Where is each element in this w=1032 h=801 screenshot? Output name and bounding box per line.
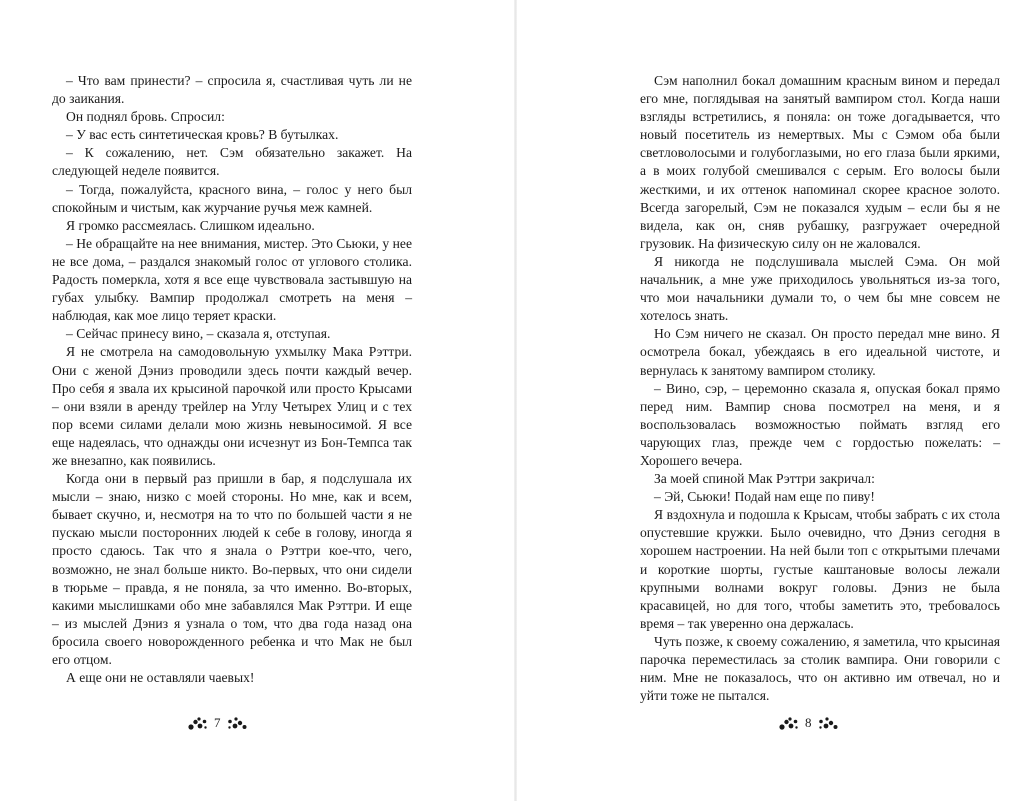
left-page-text bbox=[52, 72, 412, 687]
paragraph: Когда они в первый раз пришли в бар, я подслушала их мысли – знаю, низко с моей стороны. Но мне, как и всем, бывает скучно, и, несмотря на то что по большей части я не пускаю мысли посторонних людей к себе в голову, иногда я просто сдаюсь. Так что я знала о Рэттри кое-что, чего, возможно, не знал больше никто. Во-первых, что они сидели в тюрьме – правда, я не поняла, за что именно. Во-вторых, какими мыслишками обо мне забавлялся Мак Рэттри. И еще – из мыслей Дэниз я узнала о том, что два года назад она бросила своего новорожденного ребенка и что Мак не был его отцом. bbox=[52, 471, 412, 667]
paragraph: За моей спиной Мак Рэттри закричал: bbox=[654, 471, 875, 487]
page-number-footer bbox=[778, 715, 839, 731]
paragraph: – Что вам принести? – спросила я, счастливая чуть ли не до заикания. bbox=[52, 73, 412, 107]
floral-dot-ornament-icon bbox=[187, 715, 209, 731]
paragraph: Я громко рассмеялась. Слишком идеально. bbox=[66, 217, 315, 233]
paragraph: Сэм наполнил бокал домашним красным вином и передал его мне, поглядывая на занятый вампиром стол. Когда наши взгляды встретились, я поняла: он тоже догадывается, что новый посетитель из немертвых. Мы с Сэмом оба были светловолосыми и голубоглазыми, но его глаза были яркими, а в моих голубой смешивался с серым. Его волосы были жесткими, и их оттенок напоминал скорее красное золото. Всегда загорелый, Сэм не показался худым – если бы я не видела, как он, сняв рубашку, разгружает очередной грузовик. На физическую силу он не жаловался. bbox=[640, 73, 1000, 251]
paragraph: Я вздохнула и подошла к Крысам, чтобы забрать с их стола опустевшие кружки. Было очевидно, что Дэниз сегодня в хорошем настроении. На ней были топ с открытыми плечами и короткие шорты, густые каштановые волосы лежали крупными волнами вокруг головы. Дэниз не была красавицей, но для того, чтобы заметить это, требовалось время – так уверенно она держалась. bbox=[640, 507, 1000, 631]
paragraph: – Эй, Сьюки! Подай нам еще по пиву! bbox=[654, 489, 875, 505]
floral-dot-ornament-icon bbox=[226, 715, 248, 731]
page-number-footer bbox=[187, 715, 248, 731]
paragraph: Он поднял бровь. Спросил: bbox=[66, 109, 225, 125]
paragraph: – К сожалению, нет. Сэм обязательно закажет. На следующей неделе появится. bbox=[52, 145, 412, 179]
paragraph: Я не смотрела на самодовольную ухмылку Мака Рэттри. Они с женой Дэниз проводили здесь почти каждый вечер. Про себя я звала их крысиной парочкой или просто Крысами – они взяли в аренду трейлер на Углу Четырех Улиц и с тех пор всеми силами делали мою жизнь невыносимой. Я все еще надеялась, что однажды они исчезнут из Бон-Темпса так же внезапно, как появились. bbox=[52, 344, 412, 468]
floral-dot-ornament-icon bbox=[817, 715, 839, 731]
paragraph: Но Сэм ничего не сказал. Он просто передал мне вино. Я осмотрела бокал, убеждаясь в его идеальной чистоте, и вернулась к занятому вампиром столику. bbox=[640, 326, 1000, 378]
floral-dot-ornament-icon bbox=[778, 715, 800, 731]
right-page-text bbox=[640, 72, 1000, 705]
paragraph: – Сейчас принесу вино, – сказала я, отступая. bbox=[66, 326, 331, 342]
paragraph: – Тогда, пожалуйста, красного вина, – голос у него был спокойным и чистым, как журчание ручья меж камней. bbox=[52, 181, 412, 215]
paragraph: А еще они не оставляли чаевых! bbox=[66, 670, 255, 686]
paragraph: – Вино, сэр, – церемонно сказала я, опуская бокал прямо перед ним. Вампир снова посмотрел на меня, и я воспользовалась возможностью поймать взгляд его чарующих глаз, прежде чем с гордостью пожелать: – Хорошего вечера. bbox=[640, 380, 1000, 468]
paragraph: – У вас есть синтетическая кровь? В бутылках. bbox=[66, 127, 339, 143]
paragraph: Чуть позже, к своему сожалению, я заметила, что крысиная парочка переместилась за столик вампира. Они говорили с ним. Мне не показалось, что он активно им отвечал, но и уйти тоже не пытался. bbox=[640, 633, 1000, 704]
right-page bbox=[516, 0, 1032, 801]
page-number: 8 bbox=[805, 715, 812, 730]
paragraph: Я никогда не подслушивала мыслей Сэма. Он мой начальник, а мне уже приходилось увольняться из-за того, что мои начальники думали то, о чем бы мне совсем не хотелось знать. bbox=[640, 253, 1000, 324]
paragraph: – Не обращайте на нее внимания, мистер. Это Сьюки, у нее не все дома, – раздался знакомый голос от углового столика. Радость померкла, хотя я все еще чувствовала застывшую на губах улыбку. Вампир продолжал смотреть на меня – наблюдая, как мое лицо теряет краски. bbox=[52, 235, 412, 324]
page-number: 7 bbox=[214, 715, 221, 730]
